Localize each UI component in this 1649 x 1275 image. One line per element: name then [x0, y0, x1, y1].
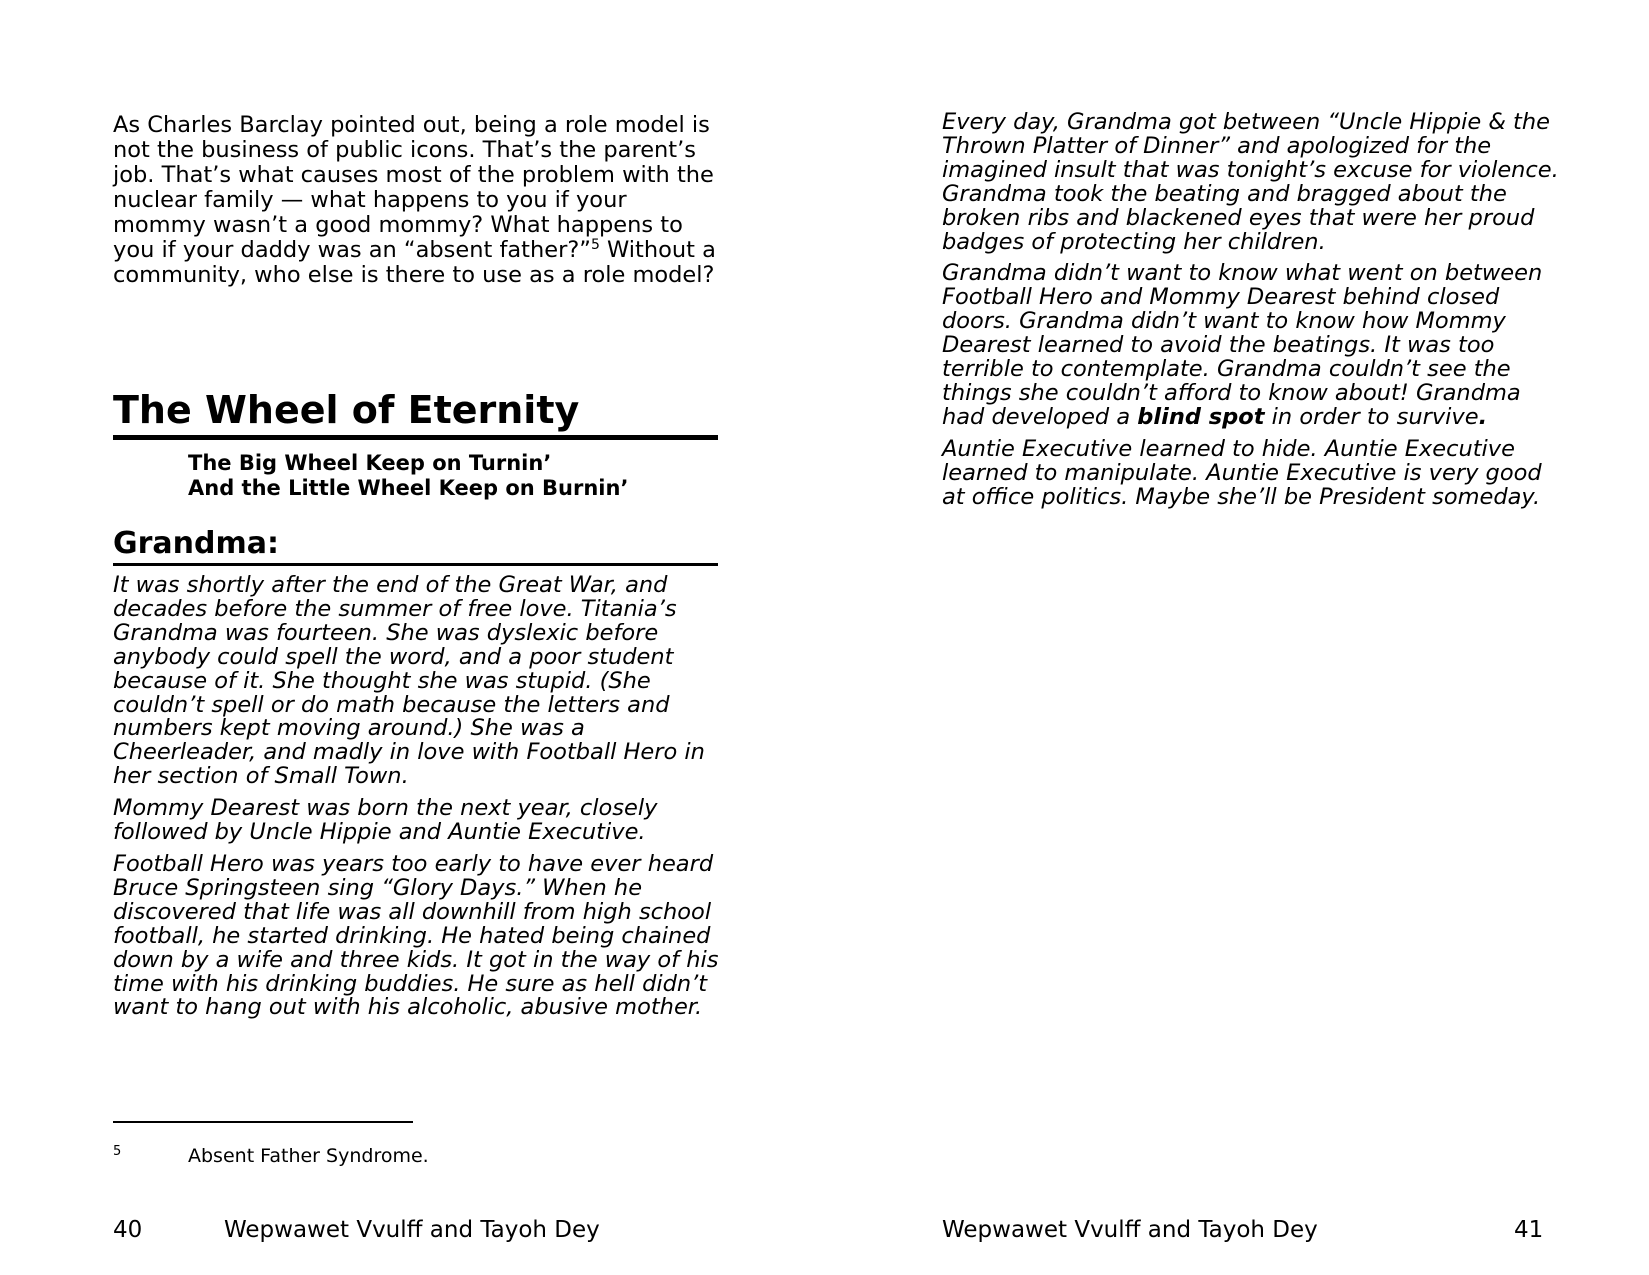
epigraph-line: And the Little Wheel Keep on Burnin’ [188, 476, 629, 500]
body-paragraph: Mommy Dearest was born the next year, closely followed by Uncle Hippie and Auntie Executive. [113, 795, 658, 846]
running-footer-right: Wepwawet Vvulff and Tayoh Dey [942, 1217, 1318, 1243]
epigraph-line: The Big Wheel Keep on Turnin’ [188, 451, 552, 475]
body-paragraph: Auntie Executive learned to hide. Auntie Executive learned to manipulate. Auntie Executive is very good at office politics. Maybe she’ll be President someday. [942, 435, 1542, 510]
body-paragraph: Football Hero was years too early to have ever heard Bruce Springsteen sing “Glory Days.” When he discovered that life was all downhill from high school football, he started drinking. He hated being chained down by a wife and three kids. It got in the way of his time with his drinking buddies. He sure as hell didn’t want to hang out with his alcoholic, abusive mother. [113, 850, 719, 1021]
body-paragraph [942, 262, 1562, 429]
left-page [0, 0, 824, 1275]
intro-text: As Charles Barclay pointed out, being a role model is not the business of public icons. That’s the parent’s job. That’s what causes most of the problem with the nuclear family — what happens to you if your mommy wasn’t a good mommy? What happens to you if your daddy was an “absent father?” [113, 112, 714, 263]
running-footer-left: Wepwawet Vvulff and Tayoh Dey [224, 1217, 600, 1243]
epigraph [188, 451, 728, 501]
body-text: Grandma didn’t want to know what went on between Football Hero and Mommy Dearest behind closed doors. Grandma didn’t want to know how Mommy Dearest learned to avoid the beatings. It was too terrible to contemplate. Grandma couldn’t see the things she couldn’t afford to know about! Grandma had developed a [942, 260, 1543, 430]
body-paragraph: It was shortly after the end of the Great War, and decades before the summer of free love. Titania’s Grandma was fourteen. She was dyslexic before anybody could spell the word, and a poor student because of it. She thought she was stupid. (She couldn’t spell or do math because the letters and numbers kept moving around.) She was a Cheerleader, and madly in love with Football Hero in her section of Small Town. [113, 572, 705, 790]
page-number-right: 41 [1514, 1217, 1544, 1243]
chapter-title: The Wheel of Eternity [113, 387, 718, 440]
page-number-left: 40 [113, 1217, 143, 1243]
bold-period: . [1478, 403, 1488, 430]
right-page [824, 0, 1649, 1275]
footnote-number: 5 [113, 1144, 122, 1159]
footnote-reference[interactable]: 5 [590, 237, 600, 253]
right-body-text [942, 111, 1562, 518]
body-paragraph: Every day, Grandma got between “Uncle Hippie & the Thrown Platter of Dinner” and apologized for the imagined insult that was tonight’s excuse for violence. Grandma took the beating and bragged about the broken ribs and blackened eyes that were her proud badges of protecting her children. [942, 109, 1559, 255]
emphasis-blind-spot: blind spot [1137, 403, 1265, 430]
intro-paragraph [113, 113, 723, 288]
footnote-divider [113, 1121, 413, 1123]
body-text: in order to survive [1264, 403, 1479, 430]
left-body-text [113, 574, 728, 1028]
footnote-text: Absent Father Syndrome. [188, 1145, 429, 1167]
intro-text-continued: Without a community, who else is there to use as a role model? [113, 237, 716, 288]
section-heading: Grandma: [113, 525, 718, 566]
